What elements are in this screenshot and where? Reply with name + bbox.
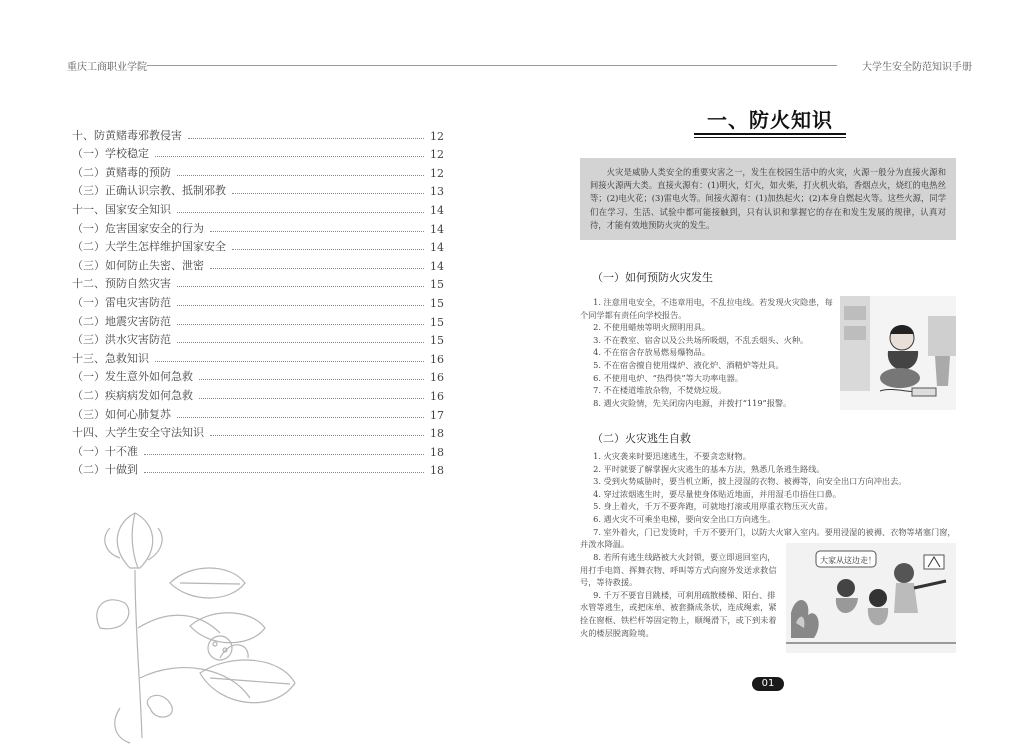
toc-entry-title: （二）黄赌毒的预防	[72, 165, 171, 179]
toc-leader-dots	[199, 379, 424, 380]
toc-entry-title: 十一、国家安全知识	[72, 202, 171, 216]
toc-row	[72, 180, 444, 199]
toc-entry-title: （三）洪水灾害防范	[72, 333, 171, 347]
toc-page-number: 14	[430, 222, 444, 236]
list-item: 3. 不在教室、宿舍以及公共场所吸烟，不乱丢烟头、火种。	[593, 334, 809, 345]
list-item: 9. 千万不要盲目跳楼，可利用疏散楼梯、阳台、排水管等逃生，或把床单、被套撕成条状，连成绳索，紧拴在窗框、铁栏杆等固定物上，顺绳滑下，或下到未着火的楼层脱离险境。	[580, 589, 777, 638]
toc-page-number: 14	[430, 241, 444, 255]
toc-page-number: 15	[430, 315, 444, 329]
toc-leader-dots	[177, 342, 424, 343]
toc-row	[72, 254, 444, 273]
toc-page-number: 18	[430, 427, 444, 441]
speech-bubble-text: 大家从这边走！	[820, 556, 876, 565]
page-number: 01	[752, 677, 784, 691]
list-item: 8. 遇火灾险情，先关闭房内电源，并拨打“119”报警。	[593, 397, 792, 408]
toc-leader-dots	[155, 361, 424, 362]
toc-row	[72, 236, 444, 255]
toc-page-number: 12	[430, 166, 444, 180]
chapter-title: 一、防火知识	[707, 108, 833, 132]
toc-row	[72, 384, 444, 403]
toc-page-number: 15	[430, 278, 444, 292]
list-item: 2. 平时就要了解掌握火灾逃生的基本方法，熟悉几条逃生路线。	[593, 463, 825, 474]
list-item: 7. 室外着火，门已发烫时，千万不要开门，以防大火窜入室内。要用浸湿的被褥、衣物等堵塞门窗，并泼水降温。	[580, 526, 956, 550]
toc-leader-dots	[188, 138, 424, 139]
escape-list-continued	[580, 551, 782, 639]
toc-leader-dots	[177, 305, 424, 306]
toc-page-number: 12	[430, 129, 444, 143]
toc-entry-title: （三）如何心肺复苏	[72, 407, 171, 421]
table-of-contents	[72, 124, 444, 477]
toc-leader-dots	[232, 193, 424, 194]
toc-leader-dots	[155, 156, 424, 157]
title-underline-thin	[694, 137, 846, 138]
list-item: 5. 不在宿舍擅自使用煤炉、液化炉、酒精炉等灶具。	[593, 359, 784, 370]
toc-row	[72, 347, 444, 366]
list-item: 4. 穿过浓烟逃生时，要尽量使身体贴近地面，并用湿毛巾捂住口鼻。	[593, 488, 841, 499]
header-school-name: 重庆工商职业学院	[67, 62, 147, 73]
toc-leader-dots	[144, 454, 424, 455]
toc-entry-title: （二）十做到	[72, 463, 138, 477]
toc-entry-title: 十、防黄赌毒邪教侵害	[72, 128, 182, 142]
toc-row	[72, 124, 444, 143]
toc-page-number: 16	[430, 352, 444, 366]
toc-entry-title: （一）危害国家安全的行为	[72, 221, 204, 235]
toc-page-number: 15	[430, 334, 444, 348]
list-item: 5. 身上着火，千万不要奔跑，可就地打滚或用厚重衣物压灭火苗。	[593, 501, 833, 512]
list-item: 2. 不使用蜡烛等明火照明用具。	[593, 322, 710, 333]
toc-row	[72, 143, 444, 162]
toc-entry-title: （二）大学生怎样维护国家安全	[72, 240, 226, 254]
toc-page-number: 16	[430, 371, 444, 385]
section-heading-escape: （二）火灾逃生自救	[592, 432, 691, 445]
header-rule-left	[147, 65, 837, 66]
fire-escape-illustration	[786, 543, 956, 653]
toc-leader-dots	[144, 472, 424, 473]
list-item: 6. 遇火灾不可乘坐电梯，要向安全出口方向逃生。	[593, 513, 776, 524]
list-item: 6. 不使用电炉、“热得快”等大功率电器。	[593, 372, 743, 383]
lotus-illustration	[80, 508, 320, 748]
toc-leader-dots	[177, 417, 424, 418]
toc-page-number: 15	[430, 296, 444, 310]
toc-row	[72, 366, 444, 385]
toc-entry-title: 十二、预防自然灾害	[72, 277, 171, 291]
escape-list	[580, 450, 956, 551]
toc-page-number: 12	[430, 148, 444, 162]
toc-page-number: 18	[430, 464, 444, 478]
toc-row	[72, 422, 444, 441]
toc-entry-title: （二）疾病病发如何急救	[72, 388, 193, 402]
toc-row	[72, 273, 444, 292]
toc-row	[72, 291, 444, 310]
toc-entry-title: （三）如何防止失密、泄密	[72, 258, 204, 272]
toc-entry-title: 十三、急救知识	[72, 351, 149, 365]
toc-page-number: 17	[430, 408, 444, 422]
toc-leader-dots	[210, 435, 424, 436]
toc-leader-dots	[177, 212, 424, 213]
header-book-title: 大学生安全防范知识手册	[862, 62, 972, 73]
toc-leader-dots	[177, 175, 424, 176]
toc-leader-dots	[199, 398, 424, 399]
toc-entry-title: （三）正确认识宗教、抵制邪教	[72, 184, 226, 198]
toc-page-number: 14	[430, 203, 444, 217]
toc-leader-dots	[177, 286, 424, 287]
toc-entry-title: （一）发生意外如何急救	[72, 370, 193, 384]
toc-leader-dots	[232, 249, 424, 250]
list-item: 1. 注意用电安全，不违章用电，不乱拉电线。若发现火灾隐患，每个同学都有责任向学校报告。	[580, 297, 833, 320]
toc-leader-dots	[210, 268, 424, 269]
toc-page-number: 18	[430, 445, 444, 459]
toc-row	[72, 217, 444, 236]
toc-row	[72, 198, 444, 217]
prevention-list	[580, 296, 835, 409]
toc-row	[72, 403, 444, 422]
toc-page-number: 16	[430, 389, 444, 403]
toc-entry-title: （一）学校稳定	[72, 147, 149, 161]
intro-box: 火灾是威胁人类安全的重要灾害之一，发生在校园生活中的火灾，火源一般分为直接火源和间接火源两大类。直接火源有：(1)明火，灯火，如火柴，打火机火焰，香烟点火，烧红的电热丝等；(2)电火花；(3)雷电火等。间接火源有：(1)加热起火；(2)本身自燃起火等。这些火源，同学们在学习、生活、试验中都可能接触到，只有认识和掌握它的存在和发生发展的规律，认真对待，才能有效地预防火灾的发生。	[580, 158, 956, 240]
title-underline	[694, 133, 846, 135]
list-item: 7. 不在楼道堆放杂物，不焚烧垃圾。	[593, 385, 727, 396]
toc-leader-dots	[210, 231, 424, 232]
toc-entry-title: （二）地震灾害防范	[72, 314, 171, 328]
toc-row	[72, 459, 444, 478]
toc-entry-title: 十四、大学生安全守法知识	[72, 426, 204, 440]
list-item: 3. 受到火势威胁时，要当机立断，披上浸湿的衣物、被褥等，向安全出口方向冲出去。	[593, 476, 907, 487]
toc-leader-dots	[177, 324, 424, 325]
toc-page-number: 13	[430, 185, 444, 199]
list-item: 1. 火灾袭来时要迅速逃生，不要贪恋财物。	[593, 451, 751, 461]
student-appliance-illustration	[840, 296, 956, 410]
section-heading-prevention: （一）如何预防火灾发生	[592, 271, 713, 284]
toc-page-number: 14	[430, 259, 444, 273]
toc-row	[72, 161, 444, 180]
list-item: 4. 不在宿舍存放易燃易爆物品。	[593, 347, 710, 358]
list-item: 8. 若所有逃生线路被大火封锁，要立即退回室内，用打手电筒、挥舞衣物、呼叫等方式向窗外发送求救信号，等待救援。	[580, 552, 777, 588]
toc-row	[72, 329, 444, 348]
toc-entry-title: （一）雷电灾害防范	[72, 295, 171, 309]
toc-row	[72, 440, 444, 459]
toc-row	[72, 310, 444, 329]
toc-entry-title: （一）十不准	[72, 444, 138, 458]
